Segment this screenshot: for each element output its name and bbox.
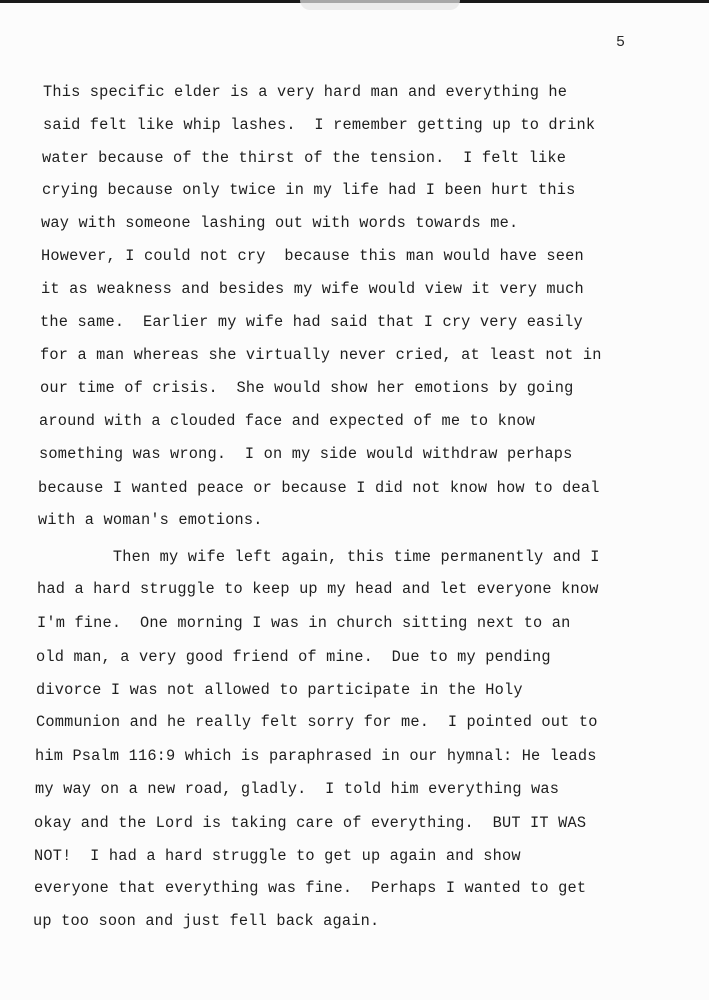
text-line: had a hard struggle to keep up my head and let everyone know [37, 580, 599, 598]
text-line: it as weakness and besides my wife would view it very much [41, 280, 584, 298]
text-line: our time of crisis. She would show her emotions by going [40, 379, 574, 397]
text-line: up too soon and just fell back again. [33, 912, 380, 930]
text-line: Then my wife left again, this time permanently and I [38, 548, 600, 566]
text-line: divorce I was not allowed to participate in the Holy [36, 681, 523, 699]
text-line: I'm fine. One morning I was in church sitting next to an [37, 614, 571, 632]
text-line: the same. Earlier my wife had said that I cry very easily [40, 313, 583, 331]
text-line: Communion and he really felt sorry for me. I pointed out to [36, 713, 598, 731]
page-number: 5 [616, 34, 626, 51]
text-line: for a man whereas she virtually never cried, at least not in [40, 346, 602, 364]
text-line: something was wrong. I on my side would withdraw perhaps [39, 445, 573, 463]
text-line: around with a clouded face and expected of me to know [39, 412, 536, 430]
text-line: my way on a new road, gladly. I told him everything was [35, 780, 560, 798]
text-line: okay and the Lord is taking care of everything. BUT IT WAS [34, 814, 587, 832]
text-line: However, I could not cry because this man would have seen [41, 247, 584, 265]
text-line: NOT! I had a hard struggle to get up again and show [34, 847, 521, 865]
text-line: him Psalm 116:9 which is paraphrased in our hymnal: He leads [35, 747, 597, 765]
text-line: old man, a very good friend of mine. Due to my pending [36, 648, 551, 666]
text-line: way with someone lashing out with words towards me. [41, 214, 519, 232]
text-line: This specific elder is a very hard man and everything he [43, 83, 568, 101]
text-line: crying because only twice in my life had I been hurt this [42, 181, 576, 199]
text-line: said felt like whip lashes. I remember getting up to drink [43, 116, 596, 134]
text-line: with a woman's emotions. [38, 511, 263, 529]
text-line: because I wanted peace or because I did not know how to deal [38, 479, 600, 497]
text-line: water because of the thirst of the tension. I felt like [42, 149, 567, 167]
text-line: everyone that everything was fine. Perhaps I wanted to get [34, 879, 587, 897]
